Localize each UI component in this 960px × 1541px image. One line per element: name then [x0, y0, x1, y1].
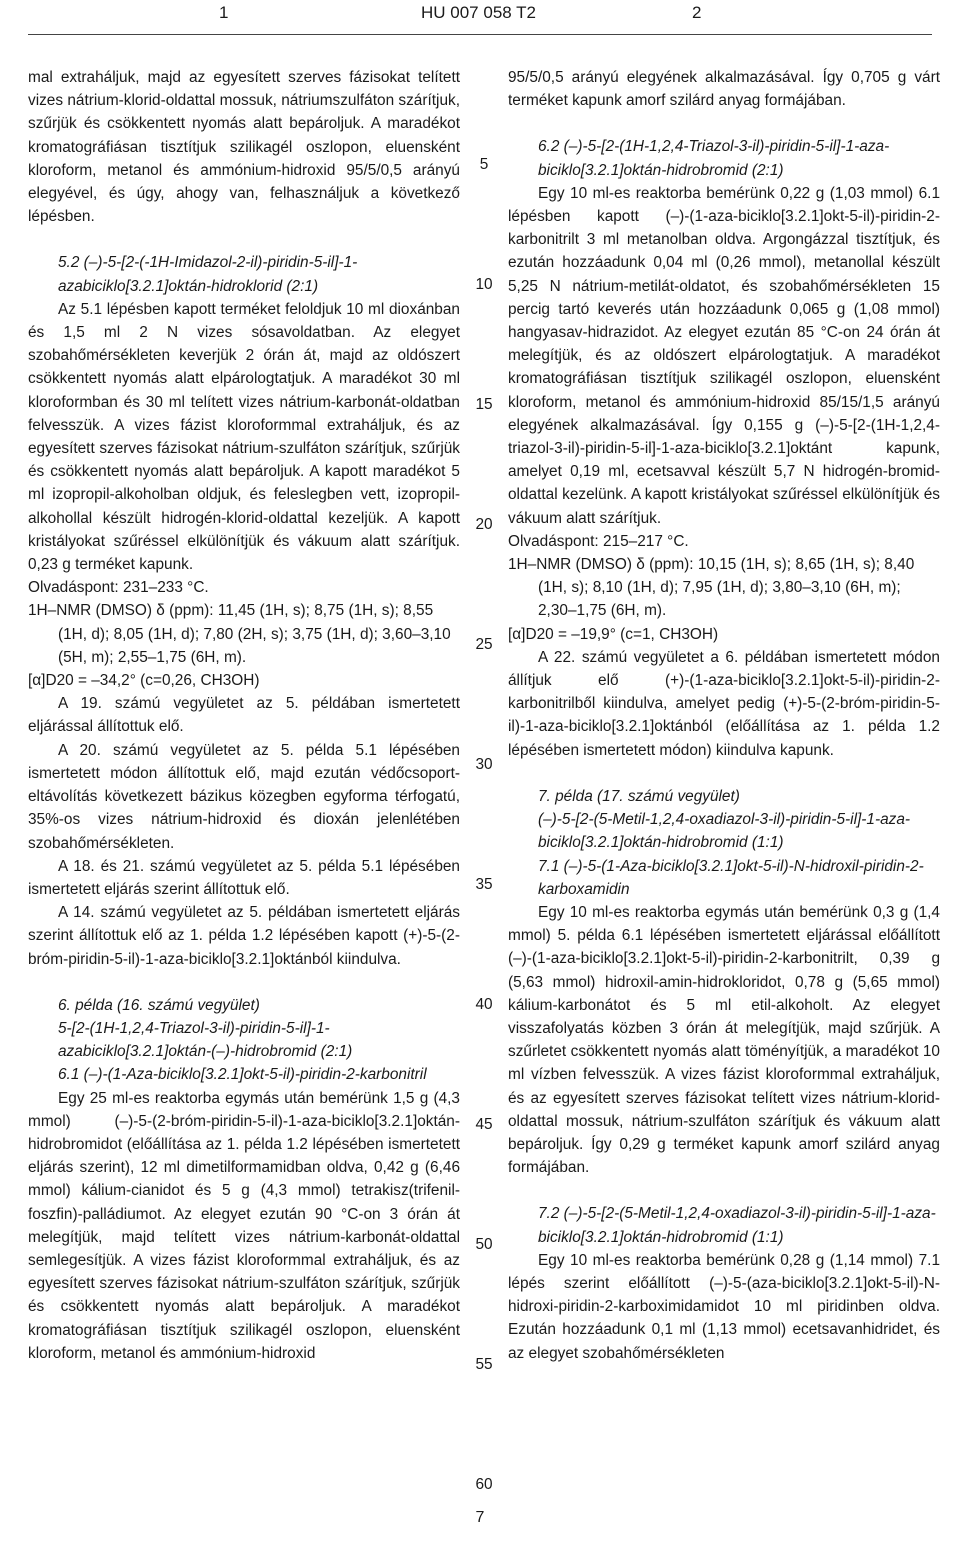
- step-heading: 7.1 (–)-5-(1-Aza-biciklo[3.2.1]okt-5-il)-N-hidroxil-piridin-2-karboxamidin: [538, 857, 924, 898]
- paragraph: Az 5.1 lépésben kapott terméket feloldjuk 10 ml dioxánban és 1,5 ml 2 N vizes sósavoldatban. Az elegyet szobahőmérsékleten keverjük 2 órán át, majd az oldószert csökkentett nyomás alatt elpárologtatjuk. A maradékot 30 ml kloroformban és 30 ml telített vizes nátrium-karbonát-oldatban felvesszük. A vizes fázist kloroformmal extraháljuk, és az egyesített szerves fázisokat nátrium-szulfáton szárítjuk, szűrjük és csökkentett nyomás alatt bepároljuk. A kapott maradékot 5 ml izopropil-alkoholban oldjuk, és feleslegben vett, izopropil-alkohollal készült hidrogén-klorid-oldattal kezeljük. A kapott kristályokat szűréssel elkülönítjük és vákuum alatt szárítjuk. 0,23 g terméket kapunk.: [28, 300, 460, 574]
- optical-rotation: [α]D20 = –19,9° (c=1, CH3OH): [508, 625, 719, 643]
- paragraph: Egy 10 ml-es reaktorba bemérünk 0,22 g (1,03 mmol) 6.1 lépésben kapott (–)-(1-aza-biciklo[3.2.1]okt-5-il)-piridin-2-karbonitrilt 3 ml metanolban oldva. Argongázzal tisztítjuk, és ezután hozzáadunk 0,04 ml (0,26 mmol), metanollal készült 5,25 N nátrium-metilát-oldatot, és szobahőmérsékleten 15 percig tartó keverés után hozzáadunk 0,065 g (1,08 mmol) hangyasav-hidrazidot. Az elegyet ezután 85 °C-on 24 órán át melegítjük, és az oldószert elpárologtatjuk. A maradékot kromatográfiásan tisztítjuk szilikagél oszlopon, eluensként kloroform, metanol és ammónium-hidroxid 85/15/1,5 arányú elegyének alkalmazásával. Így 0,155 g (–)-5-[2-(1H-1,2,4-triazol-3-il)-piridin-5-il]-1-aza-biciklo[3.2.1]oktánt kapunk, amelyet 0,19 ml, ecetsavval készült 5,7 N hidrogén-bromid-oldattal kezelünk. A kapott kristályokat szűréssel elkülönítjük és vákuum alatt szárítjuk.: [508, 184, 940, 527]
- step-heading: 7.2 (–)-5-[2-(5-Metil-1,2,4-oxadiazol-3-il)-piridin-5-il]-1-aza-biciklo[3.2.1]oktán-hidrobromid (1:1): [538, 1205, 936, 1246]
- line-number: 35: [475, 876, 493, 893]
- melting-point: Olvadáspont: 231–233 °C.: [28, 579, 209, 597]
- optical-rotation: [α]D20 = –34,2° (c=0,26, CH3OH): [28, 672, 260, 690]
- line-number: 20: [475, 516, 493, 533]
- line-number: 25: [475, 636, 493, 653]
- line-number: 50: [475, 1236, 493, 1253]
- compound-heading: 5-[2-(1H-1,2,4-Triazol-3-il)-piridin-5-il]-1-azabiciklo[3.2.1]oktán-(–)-hidrobromid (2:1): [58, 1019, 353, 1061]
- document-title: HU 007 058 T2: [421, 3, 536, 22]
- paragraph: A 18. és 21. számú vegyületet az 5. példa 5.1 lépésében ismertetett eljárás szerint állítottuk elő.: [28, 857, 460, 898]
- step-heading: 6.1 (–)-(1-Aza-biciklo[3.2.1]okt-5-il)-piridin-2-karbonitril: [58, 1066, 427, 1084]
- line-number: 60: [475, 1476, 493, 1493]
- melting-point: Olvadáspont: 215–217 °C.: [508, 532, 689, 550]
- section-heading: 5.2 (–)-5-[2-(-1H-Imidazol-2-il)-piridin-5-il]-1-azabiciklo[3.2.1]oktán-hidroklorid (2:1): [58, 254, 358, 295]
- header-rule: [28, 34, 932, 35]
- step-heading: 6.2 (–)-5-[2-(1H-1,2,4-Triazol-3-il)-piridin-5-il]-1-aza-biciklo[3.2.1]oktán-hidrobromid (2:1): [538, 138, 890, 179]
- paragraph: A 22. számú vegyületet a 6. példában ismertetett módon állítjuk elő (+)-(1-aza-biciklo[3.2.1]okt-5-il)-piridin-2-karbonitrilből kiindulva, amelyet pedig (+)-5-(2-bróm-piridin-5-il)-1-aza-biciklo[3.2.1]oktánból (előállítása az 1. példa 1.2 lépésében ismertetett módon) kiindulva kapunk.: [508, 648, 940, 759]
- page-number-left: 1: [219, 3, 229, 22]
- right-column: [508, 66, 940, 1365]
- line-number: 55: [475, 1356, 493, 1373]
- line-number: 10: [475, 276, 493, 293]
- paragraph: 95/5/0,5 arányú elegyének alkalmazásával. Így 0,705 g várt terméket kapunk amorf szilárd anyag formájában.: [508, 69, 940, 110]
- paragraph: A 19. számú vegyületet az 5. példában ismertetett eljárással állítottuk elő.: [28, 695, 460, 736]
- paragraph: Egy 25 ml-es reaktorba egymás után bemérünk 1,5 g (4,3 mmol) (–)-5-(2-bróm-piridin-5-il)-1-aza-biciklo[3.2.1]oktán-hidrobromidot (előállítása az 1. példa 1.2 lépésében ismertetett eljárás szerint), 12 ml dimetilformamidban oldva, 0,42 g (6,46 mmol) kálium-cianidot és 5 g (4,3 mmol) tetrakisz(trifenil-foszfin)-palládiumot. Az elegyet ezután 90 °C-on 3 órán át melegítjük, majd telített vizes nátrium-karbonát-oldattal semlegesítjük. A vizes fázist kloroformmal extraháljuk, és az egyesített szerves fázisokat nátrium-szulfáton szárítjuk, szűrjük és csökkentett nyomás alatt bepároljuk. A maradékot kromatográfiásan tisztítjuk szilikagél oszlopon, eluensként kloroform, metanol és ammónium-hidroxid: [28, 1089, 460, 1362]
- paragraph: mal extraháljuk, majd az egyesített szerves fázisokat telített vizes nátrium-klorid-oldattal mossuk, nátriumszulfáton szárítjuk, szűrjük és csökkentett nyomás alatt bepároljuk. A maradékot kromatográfiásan tisztítjuk szilikagél oszlopon, eluensként kloroform, metanol és ammónium-hidroxid 95/5/0,5 arányú elegyével, és úgy, ahogy van, felhasználjuk a következő lépésben.: [28, 69, 460, 226]
- line-number: 15: [475, 396, 493, 413]
- paragraph: A 14. számú vegyületet az 5. példában ismertetett eljárás szerint állítottuk elő az 1. példa 1.2 lépésében kapott (+)-5-(2-bróm-piridin-5-il)-1-aza-biciklo[3.2.1]oktánból kiindulva.: [28, 904, 460, 968]
- compound-heading: (–)-5-[2-(5-Metil-1,2,4-oxadiazol-3-il)-piridin-5-il]-1-aza-biciklo[3.2.1]oktán-hidrobromid (1:1): [538, 811, 911, 852]
- paragraph: Egy 10 ml-es reaktorba egymás után bemérünk 0,3 g (1,4 mmol) 5. példa 6.1 lépésében ismertetett eljárással előállított (–)-(1-aza-biciklo[3.2.1]okt-5-il)-piridin-2-karbonitrilt, 0,39 g (5,63 mmol) hidroxil-amin-hidrokloridot, 0,78 g (5,65 mmol) kálium-karbonátot és 5 ml etil-alkoholt. Az elegyet visszafolyatás közben 3 órán át melegítjük, majd szűrjük. A szűrletet csökkentett nyomás alatt töményítjük, a maradékot 10 ml vízben felvesszük. A vizes fázist kloroformmal extraháljuk, és az egyesített szerves fázisokat telített vizes nátrium-klorid-oldattal mossuk, nátrium-szulfáton szárítjuk és vákuum alatt bepároljuk. Így 0,29 g terméket kapunk amorf szilárd anyag formájában.: [508, 903, 940, 1177]
- example-heading: 6. példa (16. számú vegyület): [58, 996, 260, 1014]
- nmr-data: 1H–NMR (DMSO) δ (ppm): 10,15 (1H, s); 8,65 (1H, s); 8,40 (1H, s); 8,10 (1H, d); 7,95 (1H, d); 3,80–3,10 (6H, m); 2,30–1,75 (6H, m).: [508, 556, 915, 620]
- example-heading: 7. példa (17. számú vegyület): [538, 787, 740, 805]
- line-number: 40: [475, 996, 493, 1013]
- nmr-data: 1H–NMR (DMSO) δ (ppm): 11,45 (1H, s); 8,75 (1H, s); 8,55 (1H, d); 8,05 (1H, d); 7,80 (2H, s); 3,75 (1H, d); 3,60–3,10 (5H, m); 2,55–1,75 (6H, m).: [28, 602, 451, 666]
- footer-page-number: 7: [475, 1509, 485, 1526]
- paragraph: A 20. számú vegyületet az 5. példa 5.1 lépésében ismertetett módon állítottuk elő, majd ezután védőcsoport-eltávolítás következett bázikus közegben egyforma térfogatú, 35%-os vizes nátrium-hidroxid és dioxán jelenlétében szobahőmérsékleten.: [28, 741, 460, 852]
- left-column: [28, 66, 460, 1365]
- page-number-right: 2: [692, 3, 702, 22]
- line-number: 5: [479, 156, 489, 173]
- paragraph: Egy 10 ml-es reaktorba bemérünk 0,28 g (1,14 mmol) 7.1 lépés szerint előállított (–)-5-(aza-biciklo[3.2.1]okt-5-il)-N-hidroxi-piridin-2-karboximidamidot 10 ml piridinben oldva. Ezután hozzáadunk 0,1 ml (1,13 mmol) ecetsavanhidridet, és az elegyet szobahőmérsékleten: [508, 1251, 940, 1362]
- line-number: 45: [475, 1116, 493, 1133]
- line-number: 30: [475, 756, 493, 773]
